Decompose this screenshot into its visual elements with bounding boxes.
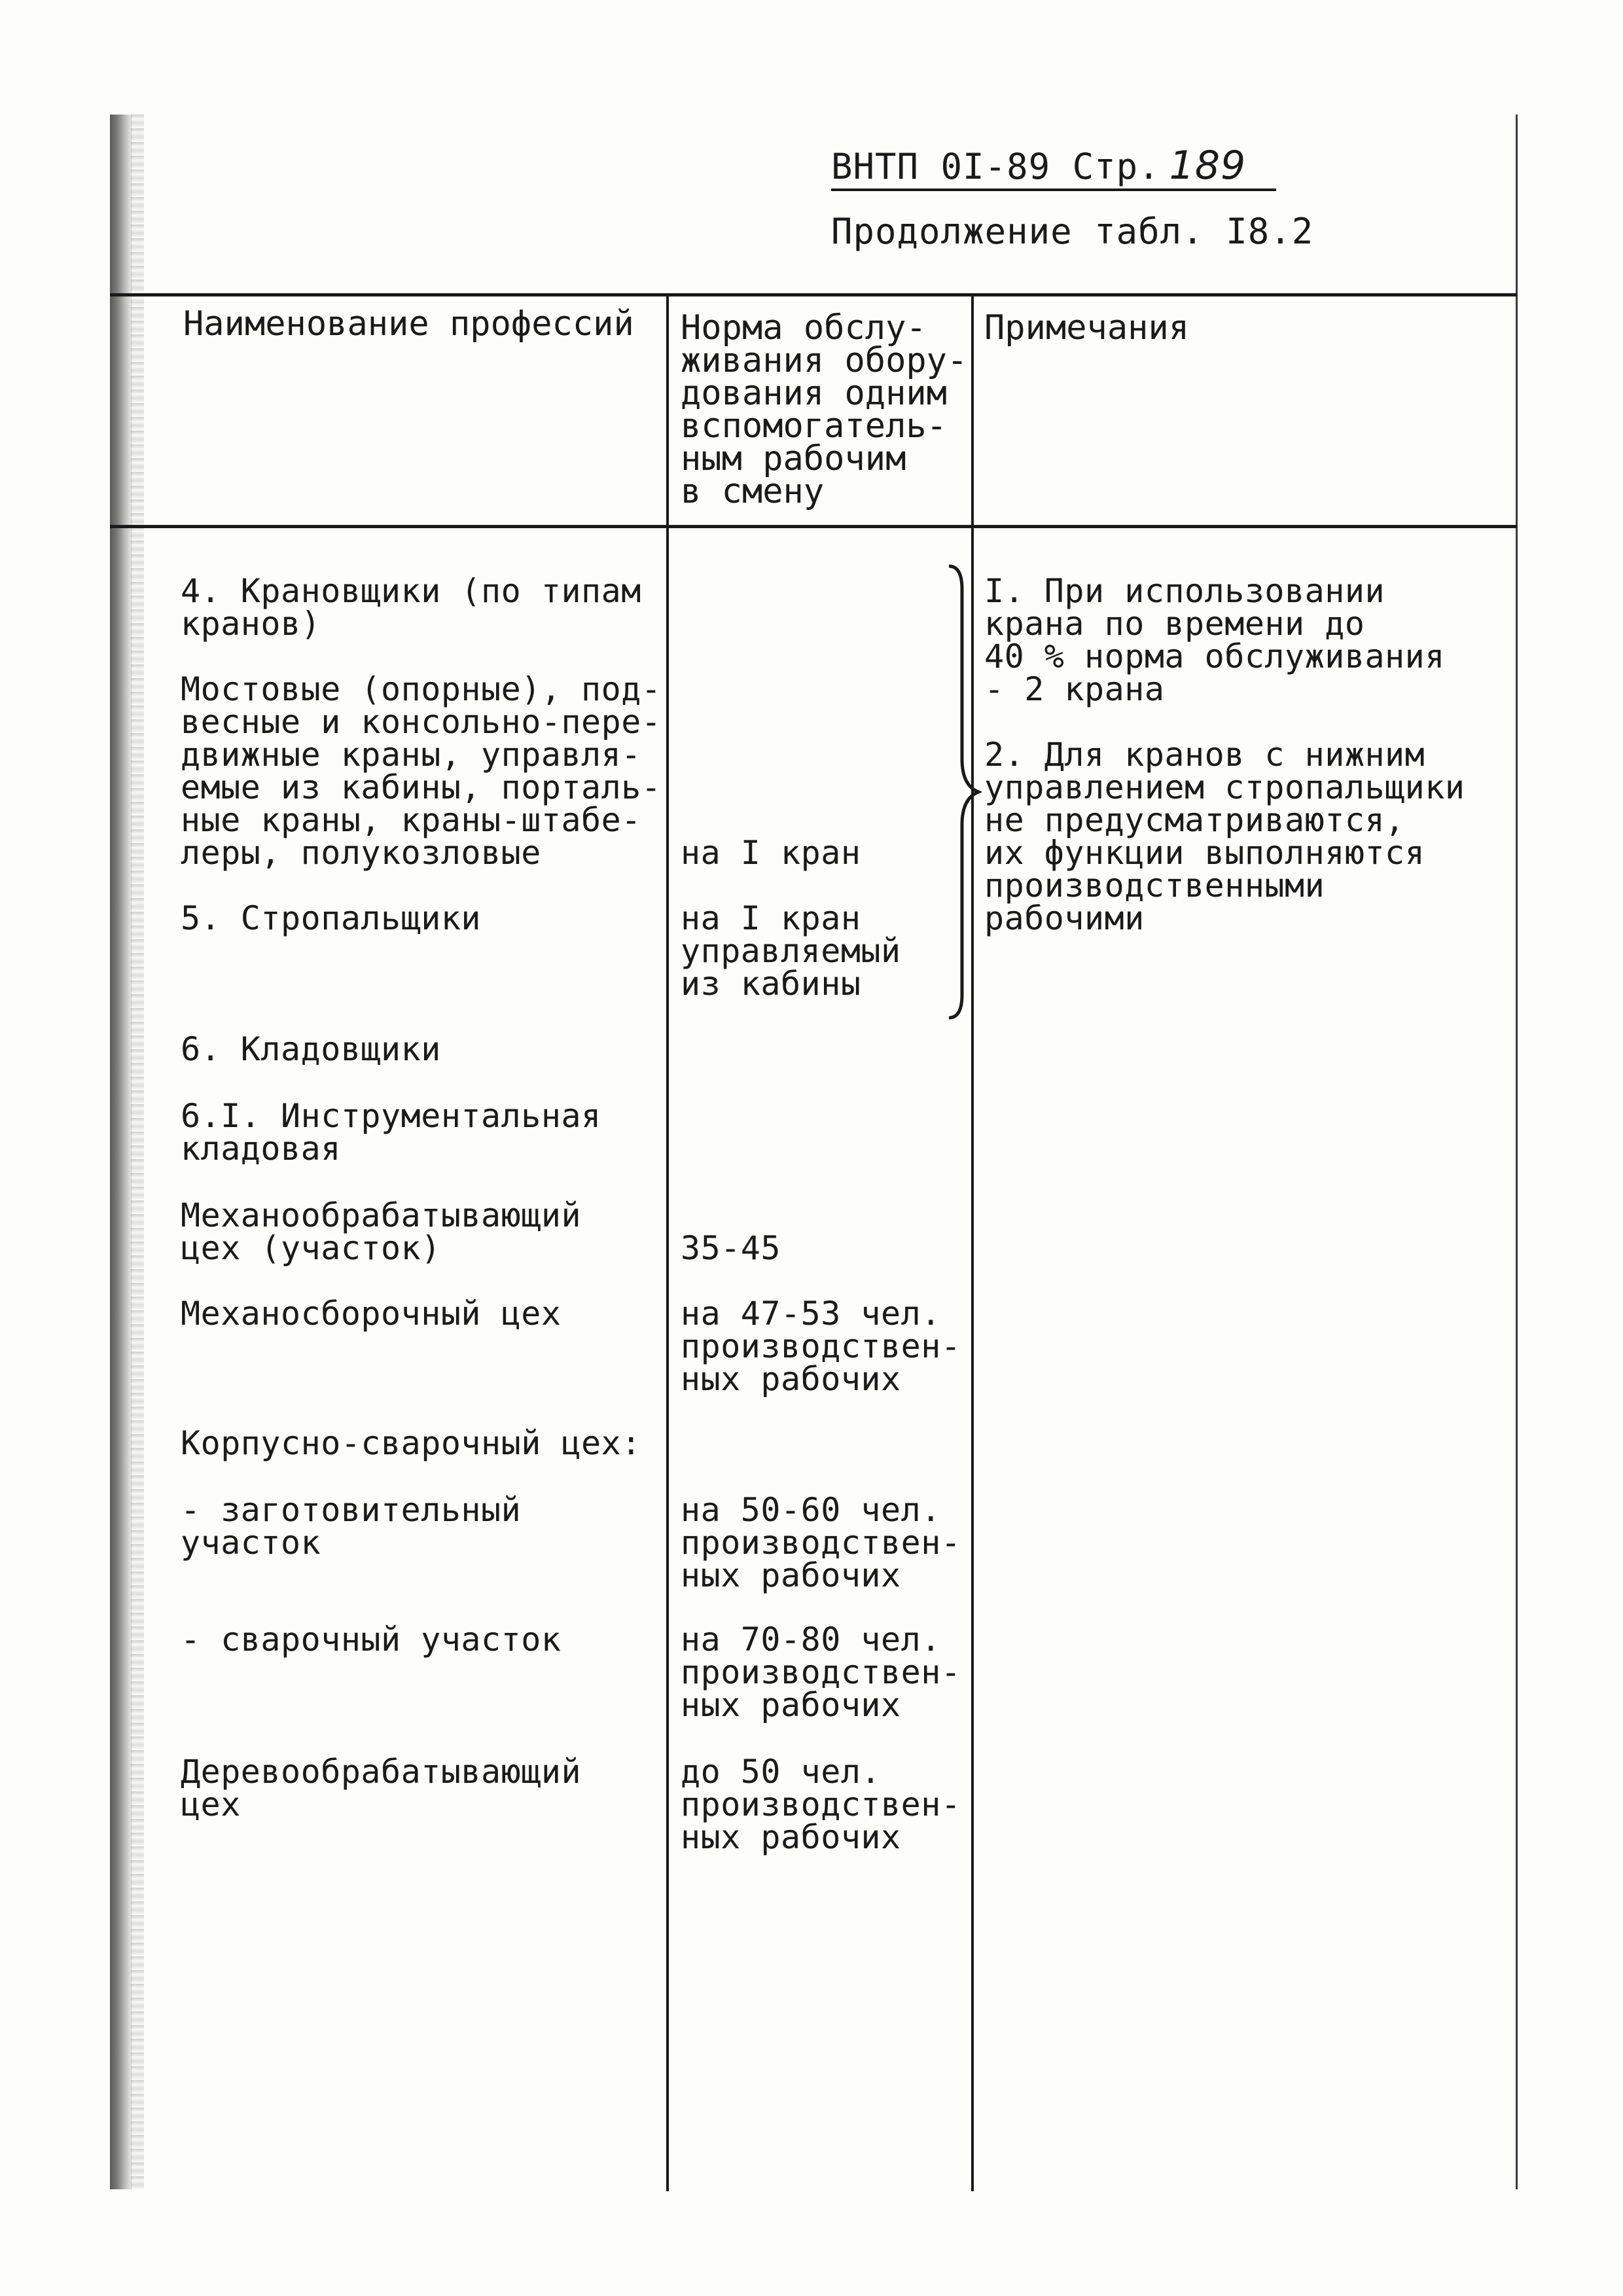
column-header-norm: Норма обслу- живания обору- дования одним вспомогатель- ным рабочим в смену xyxy=(681,308,968,511)
norm-welding-section: на 70-80 чел. производствен- ных рабочих xyxy=(681,1621,961,1724)
profession-welding-shop: Корпусно-сварочный цех: xyxy=(181,1424,641,1462)
norm-machining-shop: 35-45 xyxy=(681,1229,781,1267)
header-underline xyxy=(831,188,1276,191)
column-header-notes: Примечания xyxy=(984,308,1190,348)
binding-speckle xyxy=(131,115,144,2189)
binding-shadow xyxy=(110,115,132,2189)
profession-welding-section: - сварочный участок xyxy=(181,1621,562,1659)
profession-crane-operators: 4. Крановщики (по типам кранов) xyxy=(181,572,641,643)
profession-assembly-shop: Механосборочный цех xyxy=(181,1295,562,1333)
norm-slingers: на I кран управляемый из кабины xyxy=(681,899,901,1003)
profession-woodworking-shop: Деревообрабатывающий цех xyxy=(181,1753,582,1823)
profession-crane-types: Мостовые (опорные), под- весные и консольно-пере- движные краны, управля- емые из кабины, порталь- ные краны, краны-штабе- леры, полукозловые xyxy=(181,670,662,872)
table-header-rule xyxy=(110,525,1517,528)
profession-storekeepers: 6. Кладовщики xyxy=(181,1030,441,1068)
document-ref-text: ВНТП 0I-89 Стр. xyxy=(831,146,1160,187)
column-header-profession: Наименование профессий xyxy=(183,304,634,344)
norm-procurement-section: на 50-60 чел. производствен- ных рабочих xyxy=(681,1491,961,1594)
table-top-rule xyxy=(110,293,1517,296)
page-right-border xyxy=(1516,115,1518,2189)
profession-tool-storeroom: 6.I. Инструментальная кладовая xyxy=(181,1097,601,1168)
profession-machining-shop: Механообрабатывающий цех (участок) xyxy=(181,1196,582,1267)
grouping-brace xyxy=(942,563,982,1021)
column-divider-1 xyxy=(666,293,669,2191)
profession-slingers: 5. Стропальщики xyxy=(181,899,482,937)
note-2: 2. Для кранов с нижним управлением стропальщики не предусматриваются, их функции выполняются производственными рабочими xyxy=(984,736,1465,937)
norm-crane-types: на I кран xyxy=(681,834,861,872)
note-1: I. При использовании крана по времени до 40 % норма обслуживания - 2 крана xyxy=(984,572,1445,708)
page-number: 189 xyxy=(1169,143,1247,188)
table-continuation-label: Продолжение табл. I8.2 xyxy=(831,211,1314,252)
norm-woodworking-shop: до 50 чел. производствен- ных рабочих xyxy=(681,1753,961,1856)
norm-assembly-shop: на 47-53 чел. производствен- ных рабочих xyxy=(681,1295,961,1398)
profession-procurement-section: - заготовительный участок xyxy=(181,1491,522,1562)
document-reference xyxy=(831,143,1246,188)
